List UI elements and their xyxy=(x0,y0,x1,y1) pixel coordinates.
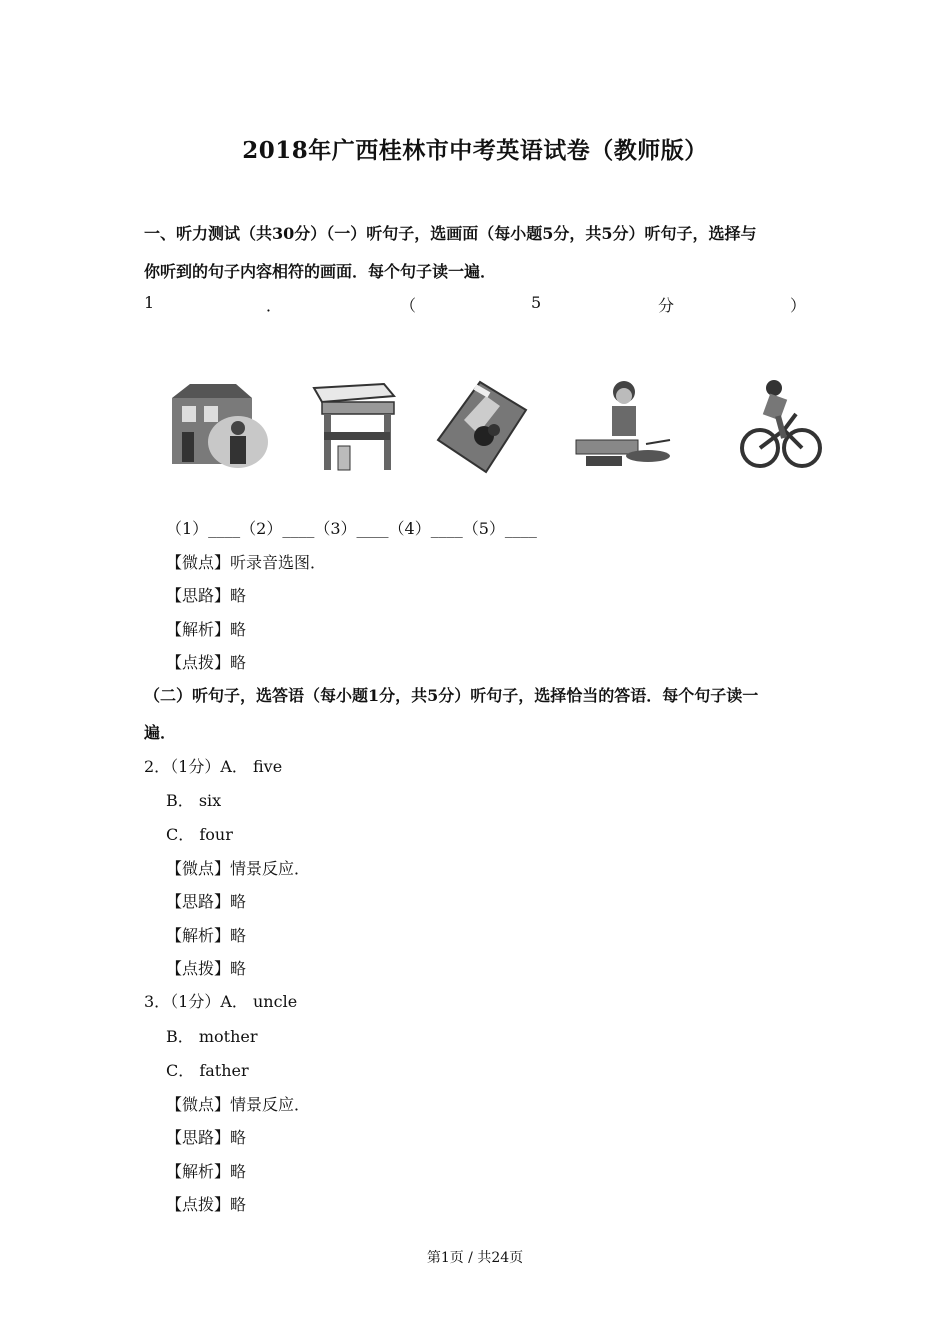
q2-weidian: 【微点】情景反应． xyxy=(166,859,311,878)
section2-heading-line1: （二）听句子，选答语（每小题1分，共5分）听句子，选择恰当的答语．每个句子读一 xyxy=(144,686,759,705)
boy-cycling-image xyxy=(740,376,844,476)
q2-silu: 【思路】略 xyxy=(166,892,247,911)
page-title: 2018年广西桂林市中考英语试卷（教师版） xyxy=(242,137,708,164)
q3-silu: 【思路】略 xyxy=(166,1128,247,1147)
q2-option-b: B． six xyxy=(166,791,222,810)
q1-jiexi: 【解析】略 xyxy=(166,620,247,639)
q1-fen: 分 xyxy=(658,296,675,315)
q1-paren-close: ） xyxy=(790,296,807,315)
q2-dianbo: 【点拨】略 xyxy=(166,959,247,978)
q3-stem: 3．（1分）A． uncle xyxy=(144,992,298,1011)
q1-silu: 【思路】略 xyxy=(166,586,247,605)
section1-heading-line2: 你听到的句子内容相符的画面．每个句子读一遍． xyxy=(144,262,497,281)
section1-heading-line1: 一、听力测试（共30分）（一）听句子，选画面（每小题5分，共5分）听句子，选择与 xyxy=(144,224,757,243)
q3-dianbo: 【点拨】略 xyxy=(166,1195,247,1214)
q1-points: 5 xyxy=(531,293,542,312)
q1-number: 1 xyxy=(144,293,155,312)
q3-option-b: B． mother xyxy=(166,1027,258,1046)
q1-answer-blanks: （1）____（2）____（3）____（4）____（5）____ xyxy=(166,519,537,538)
q3-jiexi: 【解析】略 xyxy=(166,1162,247,1181)
q3-weidian: 【微点】情景反应． xyxy=(166,1095,311,1114)
q2-option-c: C． four xyxy=(166,825,233,844)
girl-reading-image xyxy=(572,376,676,476)
section2-heading-line2: 遍． xyxy=(144,723,177,742)
desk-image xyxy=(310,376,414,476)
q2-stem: 2．（1分）A． five xyxy=(144,757,283,776)
book-image xyxy=(434,376,538,476)
page-footer: 第1页 / 共24页 xyxy=(426,1250,524,1266)
q1-dot: ． xyxy=(266,296,283,315)
q1-weidian: 【微点】听录音选图． xyxy=(166,553,327,572)
q1-dianbo: 【点拨】略 xyxy=(166,653,247,672)
q1-paren-open: （ xyxy=(400,296,417,315)
q3-option-c: C． father xyxy=(166,1061,249,1080)
house-with-man-image xyxy=(166,376,270,476)
q2-jiexi: 【解析】略 xyxy=(166,926,247,945)
